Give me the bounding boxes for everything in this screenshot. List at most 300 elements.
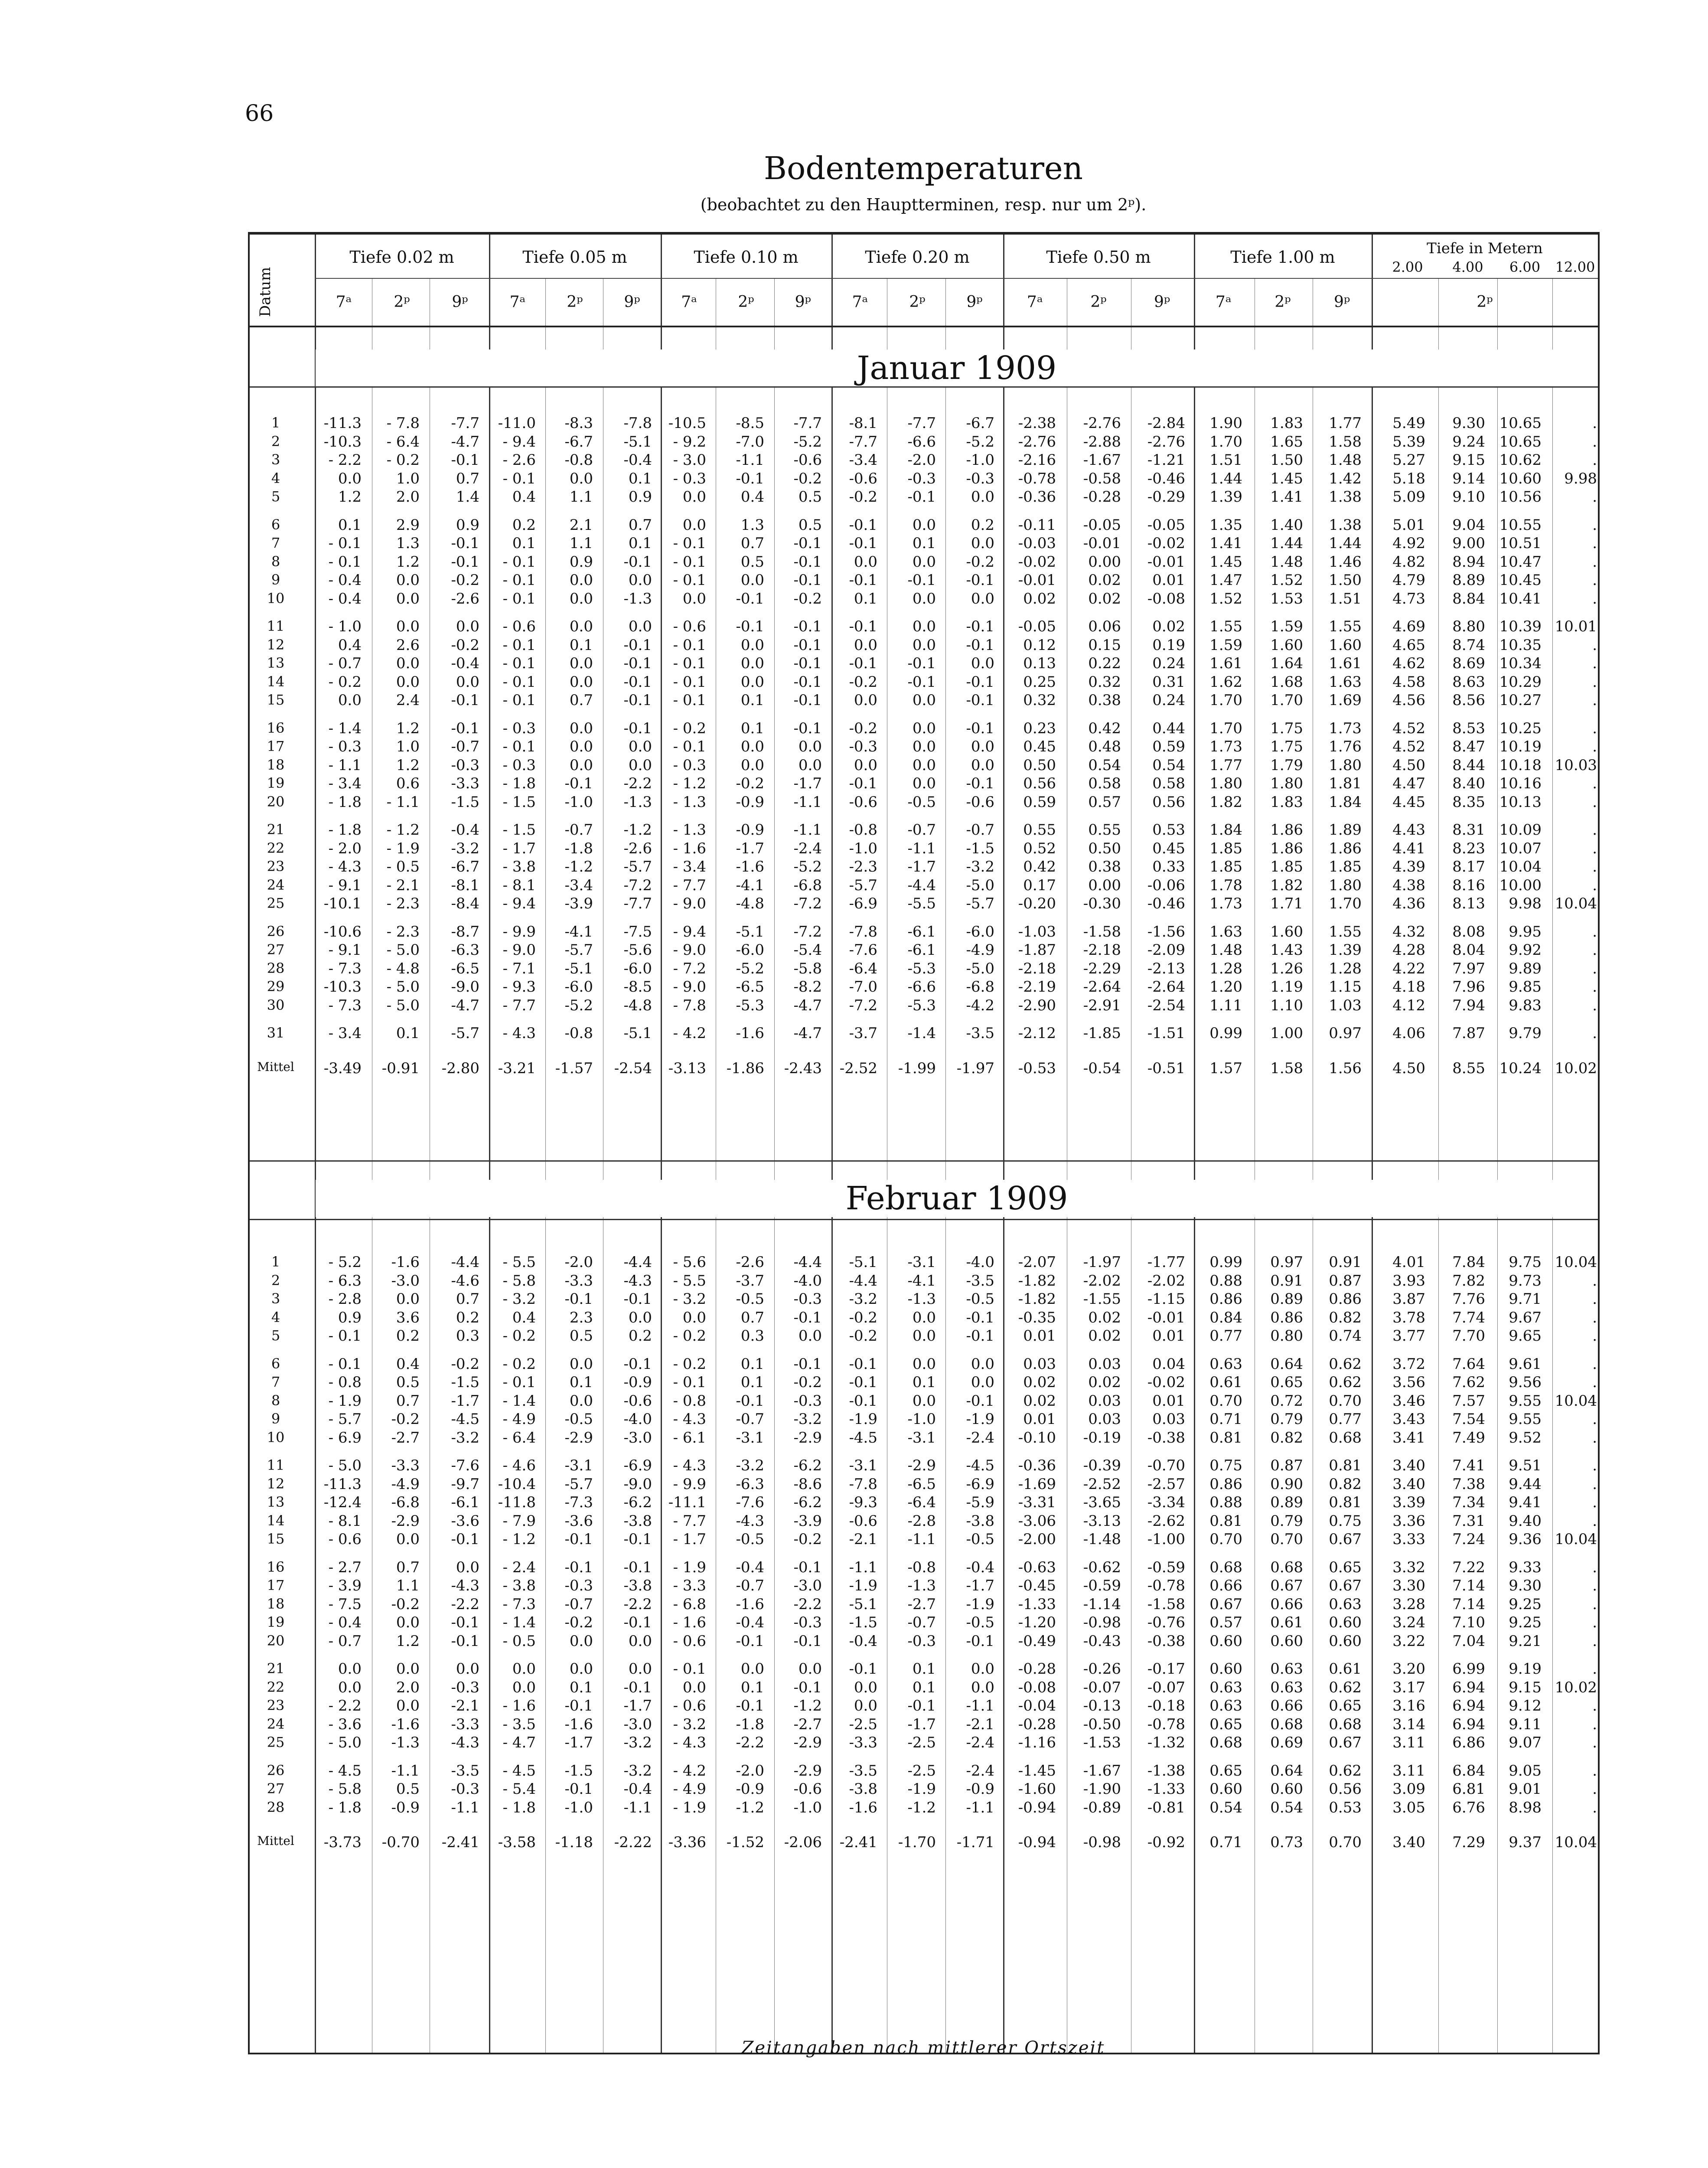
value-cell: -1.9 <box>849 1577 877 1594</box>
value-cell: 0.0 <box>569 719 593 737</box>
value-cell: 0.0 <box>569 590 593 607</box>
value-cell: 0.0 <box>798 738 822 755</box>
value-cell: -0.1 <box>907 655 936 672</box>
table-row <box>250 1762 1598 1779</box>
value-cell: -4.0 <box>966 1254 994 1271</box>
value-cell: -2.2 <box>793 1595 822 1613</box>
value-cell: 0.5 <box>798 488 822 506</box>
value-cell: 0.57 <box>1209 1614 1242 1631</box>
value-cell: -0.1 <box>849 655 877 672</box>
time-header: 9ᵖ <box>624 293 640 311</box>
value-cell: 1.60 <box>1270 923 1303 940</box>
value-cell: 0.0 <box>396 673 420 691</box>
value-cell: 0.0 <box>971 1660 994 1678</box>
value-cell: -2.19 <box>1018 978 1056 996</box>
value-cell: -1.2 <box>623 821 652 839</box>
value-cell: -7.7 <box>849 433 877 451</box>
value-cell: 1.89 <box>1329 821 1362 839</box>
value-cell: 8.40 <box>1452 775 1485 792</box>
value-cell: - 7.2 <box>673 960 706 977</box>
value-cell: -5.2 <box>793 858 822 875</box>
value-cell: -1.6 <box>564 1715 593 1733</box>
value-cell: -6.3 <box>451 941 479 959</box>
value-cell: - 3.9 <box>328 1577 362 1594</box>
value-cell: 0.0 <box>971 590 994 607</box>
value-cell: - 0.1 <box>502 571 536 589</box>
value-cell: -3.4 <box>849 451 877 469</box>
day-number: 1 <box>271 415 280 431</box>
value-cell: -1.7 <box>907 1715 936 1733</box>
value-cell: 0.99 <box>1209 1025 1242 1042</box>
value-cell: 6.86 <box>1452 1734 1485 1751</box>
value-cell: -1.1 <box>623 1799 652 1816</box>
value-cell: -0.1 <box>736 1392 764 1410</box>
value-cell: - 7.7 <box>673 1512 706 1530</box>
value-cell: -2.1 <box>451 1697 479 1714</box>
value-cell: 0.1 <box>740 1678 764 1696</box>
value-cell: 1.2 <box>396 756 420 774</box>
value-cell: 3.36 <box>1392 1512 1425 1530</box>
value-cell: 7.96 <box>1452 978 1485 996</box>
value-cell: -1.82 <box>1018 1290 1056 1308</box>
value-cell: -0.1 <box>793 571 822 589</box>
value-cell: 10.04 <box>1555 895 1597 912</box>
value-cell: 1.85 <box>1329 858 1362 875</box>
value-cell: 7.62 <box>1452 1374 1485 1391</box>
value-cell: -2.9 <box>793 1762 822 1779</box>
value-cell: 3.56 <box>1392 1374 1425 1391</box>
value-cell: -2.2 <box>623 775 652 792</box>
mean-value-cell: 10.02 <box>1555 1059 1597 1077</box>
value-cell: 9.30 <box>1509 1577 1542 1594</box>
value-cell: 0.54 <box>1152 756 1185 774</box>
value-cell: -1.53 <box>1083 1734 1121 1751</box>
value-cell: -2.76 <box>1018 433 1056 451</box>
value-cell: -4.3 <box>736 1512 764 1530</box>
value-cell: - 2.1 <box>386 876 420 894</box>
value-cell: 0.0 <box>971 738 994 755</box>
value-cell: 0.0 <box>456 1558 479 1576</box>
value-cell: -1.6 <box>736 1025 764 1042</box>
value-cell: -6.5 <box>907 1475 936 1493</box>
value-cell: 1.62 <box>1209 673 1242 691</box>
mean-value-cell: -2.41 <box>839 1834 877 1851</box>
value-cell: . <box>1592 858 1597 875</box>
table-row <box>250 1025 1598 1042</box>
value-cell: . <box>1592 451 1597 469</box>
value-cell: 0.55 <box>1023 821 1056 839</box>
value-cell: 0.4 <box>512 1309 536 1326</box>
value-cell: -4.5 <box>966 1457 994 1474</box>
value-cell: 1.50 <box>1270 451 1303 469</box>
table-row <box>250 1716 1598 1733</box>
value-cell: -0.1 <box>623 1531 652 1548</box>
value-cell: -0.08 <box>1018 1678 1056 1696</box>
value-cell: -1.7 <box>736 839 764 857</box>
value-cell: 0.65 <box>1209 1762 1242 1779</box>
value-cell: . <box>1592 1290 1597 1308</box>
value-cell: 10.09 <box>1499 821 1542 839</box>
value-cell: -0.9 <box>736 1780 764 1798</box>
value-cell: . <box>1592 415 1597 432</box>
table-row <box>250 1374 1598 1391</box>
value-cell: 0.61 <box>1329 1660 1362 1678</box>
value-cell: - 4.3 <box>502 1025 536 1042</box>
value-cell: . <box>1592 793 1597 811</box>
value-cell: 7.57 <box>1452 1392 1485 1410</box>
value-cell: -0.5 <box>907 793 936 811</box>
table-row <box>250 1679 1598 1696</box>
value-cell: -0.36 <box>1018 488 1056 506</box>
value-cell: 0.44 <box>1152 719 1185 737</box>
table-row <box>250 720 1598 737</box>
value-cell: - 4.3 <box>673 1734 706 1751</box>
table-row <box>250 1734 1598 1751</box>
value-cell: 10.41 <box>1499 590 1542 607</box>
value-cell: -0.2 <box>451 1355 479 1373</box>
value-cell: -1.51 <box>1147 1025 1185 1042</box>
value-cell: 4.65 <box>1392 636 1425 654</box>
value-cell: - 0.1 <box>502 1374 536 1391</box>
value-cell: 1.2 <box>396 553 420 571</box>
value-cell: 1.55 <box>1329 618 1362 635</box>
time-header: 7ᵃ <box>1215 293 1232 311</box>
table-row <box>250 1411 1598 1428</box>
value-cell: 5.18 <box>1392 470 1425 487</box>
value-cell: 0.0 <box>569 673 593 691</box>
value-cell: -2.57 <box>1147 1475 1185 1493</box>
value-cell: 8.94 <box>1452 553 1485 571</box>
value-cell: 9.21 <box>1509 1632 1542 1650</box>
value-cell: -0.1 <box>907 1697 936 1714</box>
value-cell: 9.85 <box>1509 978 1542 996</box>
table-row <box>250 1494 1598 1511</box>
value-cell: - 1.2 <box>502 1531 536 1548</box>
value-cell: -0.28 <box>1018 1715 1056 1733</box>
day-number: 19 <box>267 1614 285 1630</box>
table-row <box>250 1327 1598 1345</box>
value-cell: 0.0 <box>971 488 994 506</box>
value-cell: 0.91 <box>1270 1272 1303 1290</box>
value-cell: 1.03 <box>1329 996 1362 1014</box>
value-cell: 0.0 <box>854 636 877 654</box>
value-cell: -6.2 <box>623 1494 652 1511</box>
value-cell: -0.5 <box>966 1614 994 1631</box>
value-cell: 1.0 <box>396 470 420 487</box>
value-cell: 0.12 <box>1023 636 1056 654</box>
value-cell: 0.56 <box>1329 1780 1362 1798</box>
day-number: 17 <box>267 738 285 754</box>
value-cell: - 0.5 <box>386 858 420 875</box>
value-cell: -8.5 <box>623 978 652 996</box>
value-cell: 0.0 <box>628 618 652 635</box>
value-cell: . <box>1592 1715 1597 1733</box>
value-cell: . <box>1592 821 1597 839</box>
value-cell: -1.5 <box>966 839 994 857</box>
value-cell: -0.2 <box>391 1411 420 1428</box>
value-cell: -0.1 <box>966 1632 994 1650</box>
value-cell: -1.6 <box>849 1799 877 1816</box>
table-row <box>250 978 1598 996</box>
value-cell: -1.77 <box>1147 1254 1185 1271</box>
value-cell: -8.5 <box>736 415 764 432</box>
value-cell: 0.22 <box>1088 655 1121 672</box>
value-cell: 9.40 <box>1509 1512 1542 1530</box>
value-cell: - 0.8 <box>328 1374 362 1391</box>
value-cell: - 0.4 <box>328 590 362 607</box>
value-cell: -1.2 <box>907 1799 936 1816</box>
value-cell: 0.13 <box>1023 655 1056 672</box>
value-cell: -6.7 <box>966 415 994 432</box>
value-cell: -3.5 <box>451 1762 479 1779</box>
value-cell: -0.38 <box>1147 1429 1185 1446</box>
value-cell: -2.29 <box>1083 960 1121 977</box>
value-cell: 8.98 <box>1509 1799 1542 1816</box>
value-cell: 0.7 <box>569 692 593 709</box>
value-cell: -2.1 <box>966 1715 994 1733</box>
table-row <box>250 1512 1598 1530</box>
value-cell: -1.32 <box>1147 1734 1185 1751</box>
mean-value-cell: -3.73 <box>323 1834 362 1851</box>
value-cell: 9.01 <box>1509 1780 1542 1798</box>
value-cell: 0.1 <box>740 692 764 709</box>
value-cell: 1.71 <box>1270 895 1303 912</box>
value-cell: 1.48 <box>1270 553 1303 571</box>
value-cell: - 9.2 <box>673 433 706 451</box>
value-cell: 0.0 <box>912 738 936 755</box>
value-cell: 0.65 <box>1270 1374 1303 1391</box>
value-cell: 1.85 <box>1209 858 1242 875</box>
day-number: 23 <box>267 1697 285 1714</box>
value-cell: -1.7 <box>564 1734 593 1751</box>
value-cell: 7.31 <box>1452 1512 1485 1530</box>
value-cell: -0.3 <box>793 1392 822 1410</box>
value-cell: -6.1 <box>451 1494 479 1511</box>
value-cell: - 1.6 <box>673 1614 706 1631</box>
value-cell: 0.81 <box>1209 1512 1242 1530</box>
value-cell: 1.42 <box>1329 470 1362 487</box>
value-cell: -2.62 <box>1147 1512 1185 1530</box>
value-cell: - 0.6 <box>328 1531 362 1548</box>
value-cell: . <box>1592 960 1597 977</box>
value-cell: -6.5 <box>451 960 479 977</box>
value-cell: 0.5 <box>798 516 822 534</box>
day-number: 21 <box>267 821 285 838</box>
depth-header-meters: Tiefe in Metern <box>1427 240 1543 257</box>
value-cell: 0.02 <box>1088 590 1121 607</box>
time-header: 7ᵃ <box>852 293 868 311</box>
value-cell: -0.1 <box>793 636 822 654</box>
value-cell: -0.1 <box>623 1678 652 1696</box>
value-cell: -1.69 <box>1018 1475 1056 1493</box>
value-cell: -1.55 <box>1083 1290 1121 1308</box>
value-cell: -0.1 <box>966 571 994 589</box>
value-cell: -2.64 <box>1147 978 1185 996</box>
value-cell: -3.2 <box>623 1762 652 1779</box>
value-cell: 3.93 <box>1392 1272 1425 1290</box>
mean-value-cell: -0.98 <box>1083 1834 1121 1851</box>
value-cell: -0.6 <box>966 793 994 811</box>
value-cell: -11.1 <box>668 1494 706 1511</box>
value-cell: -5.6 <box>623 941 652 959</box>
value-cell: -3.2 <box>623 1734 652 1751</box>
value-cell: 6.94 <box>1452 1697 1485 1714</box>
value-cell: -1.9 <box>907 1780 936 1798</box>
value-cell: 0.80 <box>1270 1327 1303 1345</box>
value-cell: -2.90 <box>1018 996 1056 1014</box>
value-cell: - 8.1 <box>502 876 536 894</box>
day-number: 26 <box>267 1762 285 1779</box>
value-cell: 0.0 <box>396 1531 420 1548</box>
value-cell: 0.54 <box>1270 1799 1303 1816</box>
value-cell: -6.0 <box>736 941 764 959</box>
value-cell: 0.68 <box>1270 1558 1303 1576</box>
value-cell: -5.0 <box>966 876 994 894</box>
value-cell: 0.01 <box>1023 1327 1056 1345</box>
value-cell: 0.0 <box>396 1614 420 1631</box>
value-cell: -0.01 <box>1147 553 1185 571</box>
value-cell: -0.1 <box>451 692 479 709</box>
value-cell: - 1.0 <box>328 618 362 635</box>
day-number: 30 <box>267 996 285 1013</box>
value-cell: -2.09 <box>1147 941 1185 959</box>
value-cell: -0.1 <box>793 1309 822 1326</box>
value-cell: -8.1 <box>451 876 479 894</box>
value-cell: -2.9 <box>391 1512 420 1530</box>
value-cell: -1.2 <box>793 1697 822 1714</box>
value-cell: -0.6 <box>793 451 822 469</box>
value-cell: -0.1 <box>849 535 877 552</box>
value-cell: -1.1 <box>907 1531 936 1548</box>
day-number: 10 <box>267 1429 285 1446</box>
value-cell: 0.63 <box>1209 1355 1242 1373</box>
day-number: 4 <box>271 1309 280 1326</box>
value-cell: -1.5 <box>564 1762 593 1779</box>
table-row <box>250 637 1598 654</box>
value-cell: -0.2 <box>793 1531 822 1548</box>
value-cell: 0.42 <box>1088 719 1121 737</box>
value-cell: - 5.0 <box>386 978 420 996</box>
day-number: 25 <box>267 1734 285 1750</box>
value-cell: -0.4 <box>736 1614 764 1631</box>
value-cell: -1.1 <box>736 451 764 469</box>
value-cell: -1.6 <box>391 1254 420 1271</box>
value-cell: -7.8 <box>849 1475 877 1493</box>
value-cell: - 3.6 <box>328 1715 362 1733</box>
value-cell: 2.0 <box>396 488 420 506</box>
value-cell: 4.28 <box>1392 941 1425 959</box>
value-cell: -0.05 <box>1083 516 1121 534</box>
value-cell: -8.6 <box>793 1475 822 1493</box>
day-number: 17 <box>267 1577 285 1593</box>
value-cell: -0.1 <box>451 451 479 469</box>
value-cell: -1.2 <box>736 1799 764 1816</box>
value-cell: -0.2 <box>849 673 877 691</box>
value-cell: -1.1 <box>907 839 936 857</box>
value-cell: - 0.3 <box>673 470 706 487</box>
value-cell: -1.0 <box>793 1799 822 1816</box>
value-cell: 9.04 <box>1452 516 1485 534</box>
value-cell: - 0.1 <box>328 553 362 571</box>
value-cell: -0.04 <box>1018 1697 1056 1714</box>
value-cell: 9.15 <box>1452 451 1485 469</box>
value-cell: - 3.3 <box>673 1577 706 1594</box>
value-cell: 3.05 <box>1392 1799 1425 1816</box>
value-cell: 0.67 <box>1329 1531 1362 1548</box>
value-cell: -2.9 <box>793 1734 822 1751</box>
value-cell: -0.3 <box>907 1632 936 1650</box>
table-row <box>250 997 1598 1014</box>
value-cell: -10.6 <box>323 923 362 940</box>
time-header: 9ᵖ <box>1154 293 1170 311</box>
value-cell: -0.1 <box>451 535 479 552</box>
value-cell: 0.3 <box>456 1327 479 1345</box>
value-cell: 0.31 <box>1152 673 1185 691</box>
value-cell: 1.2 <box>396 1632 420 1650</box>
value-cell: -4.4 <box>623 1254 652 1271</box>
value-cell: 3.77 <box>1392 1327 1425 1345</box>
day-number: 11 <box>267 1457 285 1473</box>
value-cell: -4.3 <box>451 1577 479 1594</box>
value-cell: 0.67 <box>1270 1577 1303 1594</box>
value-cell: - 4.5 <box>328 1762 362 1779</box>
value-cell: 0.9 <box>456 516 479 534</box>
value-cell: -0.1 <box>623 673 652 691</box>
mean-value-cell: -2.80 <box>441 1059 479 1077</box>
value-cell: -4.0 <box>623 1411 652 1428</box>
value-cell: - 1.4 <box>328 719 362 737</box>
value-cell: 0.0 <box>912 719 936 737</box>
value-cell: . <box>1592 738 1597 755</box>
day-number: 21 <box>267 1660 285 1677</box>
value-cell: -0.58 <box>1083 470 1121 487</box>
mean-value-cell: 1.58 <box>1270 1059 1303 1077</box>
value-cell: . <box>1592 941 1597 959</box>
value-cell: 9.33 <box>1509 1558 1542 1576</box>
value-cell: - 4.5 <box>502 1762 536 1779</box>
value-cell: -0.6 <box>623 1392 652 1410</box>
table-row <box>250 590 1598 607</box>
value-cell: -2.0 <box>736 1762 764 1779</box>
value-cell: -0.02 <box>1147 1374 1185 1391</box>
value-cell: -2.02 <box>1147 1272 1185 1290</box>
day-number: 6 <box>271 1355 280 1372</box>
value-cell: 6.84 <box>1452 1762 1485 1779</box>
value-cell: -6.3 <box>736 1475 764 1493</box>
value-cell: -2.6 <box>451 590 479 607</box>
value-cell: -1.9 <box>966 1595 994 1613</box>
value-cell: 9.15 <box>1509 1678 1542 1696</box>
value-cell: 0.70 <box>1209 1531 1242 1548</box>
value-cell: -3.7 <box>849 1025 877 1042</box>
value-cell: 0.0 <box>740 673 764 691</box>
value-cell: -3.2 <box>966 858 994 875</box>
time-header: 7ᵃ <box>509 293 526 311</box>
value-cell: 0.02 <box>1023 1374 1056 1391</box>
value-cell: -5.1 <box>736 923 764 940</box>
value-cell: 10.35 <box>1499 636 1542 654</box>
value-cell: 0.53 <box>1152 821 1185 839</box>
value-cell: - 0.2 <box>673 1327 706 1345</box>
value-cell: - 0.1 <box>673 553 706 571</box>
value-cell: 0.0 <box>912 692 936 709</box>
value-cell: -3.8 <box>849 1780 877 1798</box>
value-cell: 0.0 <box>338 470 362 487</box>
value-cell: - 0.7 <box>328 655 362 672</box>
value-cell: -7.2 <box>849 996 877 1014</box>
value-cell: 0.0 <box>798 1660 822 1678</box>
value-cell: 10.56 <box>1499 488 1542 506</box>
